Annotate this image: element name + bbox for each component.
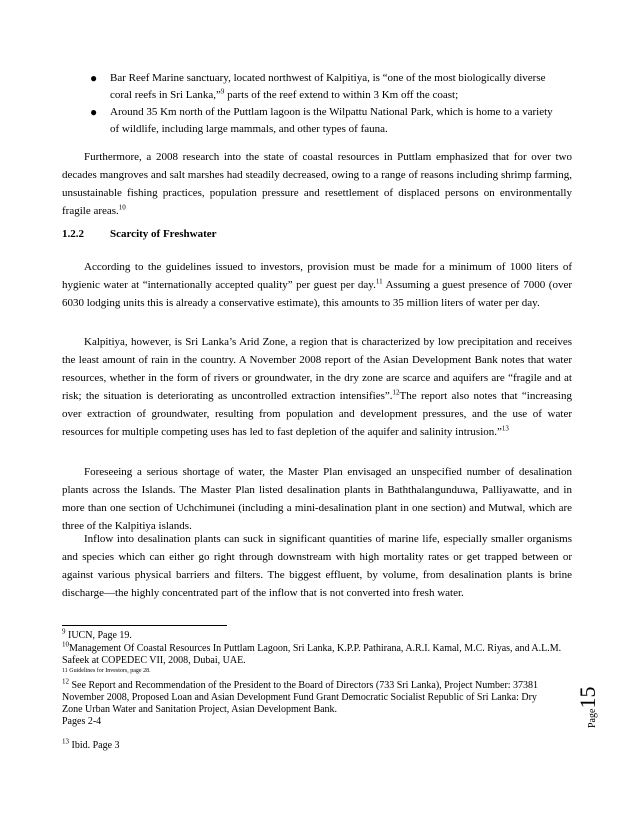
section-heading xyxy=(62,228,217,240)
paragraph-arid-zone xyxy=(62,333,572,441)
page-number-value: 15 xyxy=(575,686,600,709)
page-number xyxy=(575,678,605,728)
paragraph-text: Foreseeing a serious shortage of water, the Master Plan envisaged an unspecified number of desalination plants across the Islands. The Master Plan listed desalination plants in Baththalangunduwa, Palliyawatte, and in more than one section of Uchchimunei (including a mini-desalination plant in one section) and Mutwal, which are three of the Kalpitiya islands. xyxy=(62,466,572,532)
paragraph-text: Kalpitiya, however, is Sri Lanka’s Arid Zone, a region that is characterized by low precipitation and receives the least amount of rain in the country. A November 2008 report of the Asian Development Bank notes that water resources, whether in the form of rivers or groundwater, in the dry zone are scarce and aquifers are “fragile and at risk; the situation is deteriorating as uncontrolled extraction intensifies”. xyxy=(62,336,572,402)
section-title: Scarcity of Freshwater xyxy=(110,228,217,240)
paragraph-guidelines xyxy=(62,258,572,312)
bullet-text-continued: parts of the reef extend to within 3 Km off the coast; xyxy=(224,89,459,101)
footnote-text: Management Of Coastal Resources In Puttlam Lagoon, Sri Lanka, K.P.P. Pathirana, A.R.I. Kamal, M.C. Riyas, and A.L.M. Safeek at COPEDEC VII, 2008, Dubai, UAE. xyxy=(62,643,562,666)
footnote-ref[interactable]: 10 xyxy=(118,203,126,212)
paragraph-text: According to the guidelines issued to investors, provision must be made for a minimum of 1000 liters of hygienic water at “internationally accepted quality” per guest per day. xyxy=(62,261,572,291)
footnote-text: Ibid. Page 3 xyxy=(69,740,120,751)
footnote-text: IUCN, Page 19. xyxy=(65,630,132,641)
footnote-ref[interactable]: 11 xyxy=(375,277,383,286)
footnote-11 xyxy=(62,668,562,675)
footnote-number: 9 xyxy=(62,627,66,636)
footnote-number: 10 xyxy=(62,640,69,649)
bullet-item xyxy=(90,104,560,138)
footnote-10 xyxy=(62,640,562,667)
footnote-divider xyxy=(62,625,227,626)
paragraph-coastal xyxy=(62,148,572,220)
section-number: 1.2.2 xyxy=(62,228,84,240)
footnote-9 xyxy=(62,627,562,642)
bullet-item xyxy=(90,70,560,104)
footnote-text: See Report and Recommendation of the President to the Board of Directors (733 Sri Lanka), Project Number: 37381 November 2008, Proposed Loan and Asian Development Fund Grant Democratic Socialist Republic of Sri Lanka: Dry Zone Urban Water and Sanitation Project, Asian Development Bank. xyxy=(62,680,539,715)
footnote-ref[interactable]: 13 xyxy=(501,424,509,433)
paragraph-text-continued: Assuming a guest presence of 7000 (over 6030 lodging units this is already a conservative estimate), this amounts to 35 million liters of water per day. xyxy=(62,279,572,309)
bullet-list xyxy=(90,70,560,138)
bullet-icon: ● xyxy=(90,71,98,85)
paragraph-text: Inflow into desalination plants can suck in significant quantities of marine life, especially smaller organisms and species which can either go right through downstream with high mortality rates or get trapped between or against various physical barriers and filters. The biggest effluent, by volume, from desalination plants is brine discharge—the highly concentrated part of the inflow that is not converted into fresh water. xyxy=(62,533,572,599)
footnote-13 xyxy=(62,737,562,752)
footnote-ref[interactable]: 9 xyxy=(220,87,225,96)
footnote-12 xyxy=(62,677,552,728)
footnote-number: 13 xyxy=(62,737,69,746)
page-word: Page xyxy=(587,708,598,728)
paragraph-desalination xyxy=(62,530,572,602)
footnote-pages: Pages 2-4 xyxy=(62,716,102,727)
bullet-text: Around 35 Km north of the Puttlam lagoon is the Wilpattu National Park, which is home to a variety of wildlife, including large mammals, and other types of fauna. xyxy=(110,106,553,135)
paragraph-text-continued: The report also notes that “increasing over extraction of groundwater, resulting from population and development pressures, and the use of water resources for multiple competing uses has led to fast depletion of the aquifer and salinity intrusion.” xyxy=(62,390,572,438)
bullet-text: Bar Reef Marine sanctuary, located northwest of Kalpitiya, is “one of the most biologically diverse coral reefs in Sri Lanka,” xyxy=(110,72,546,101)
paragraph-text: Furthermore, a 2008 research into the state of coastal resources in Puttlam emphasized that for over two decades mangroves and salt marshes had steadily decreased, owing to a range of reasons including shrimp farming, unsustainable fishing practices, population pressure and resettlement of displaced persons on environmentally fragile areas. xyxy=(62,151,572,217)
bullet-icon: ● xyxy=(90,105,98,119)
footnote-number: 12 xyxy=(62,677,69,686)
paragraph-master-plan xyxy=(62,463,572,535)
footnote-ref[interactable]: 12 xyxy=(392,388,400,397)
footnote-text: 11 Guidelines for Investors, page 28. xyxy=(62,668,151,674)
